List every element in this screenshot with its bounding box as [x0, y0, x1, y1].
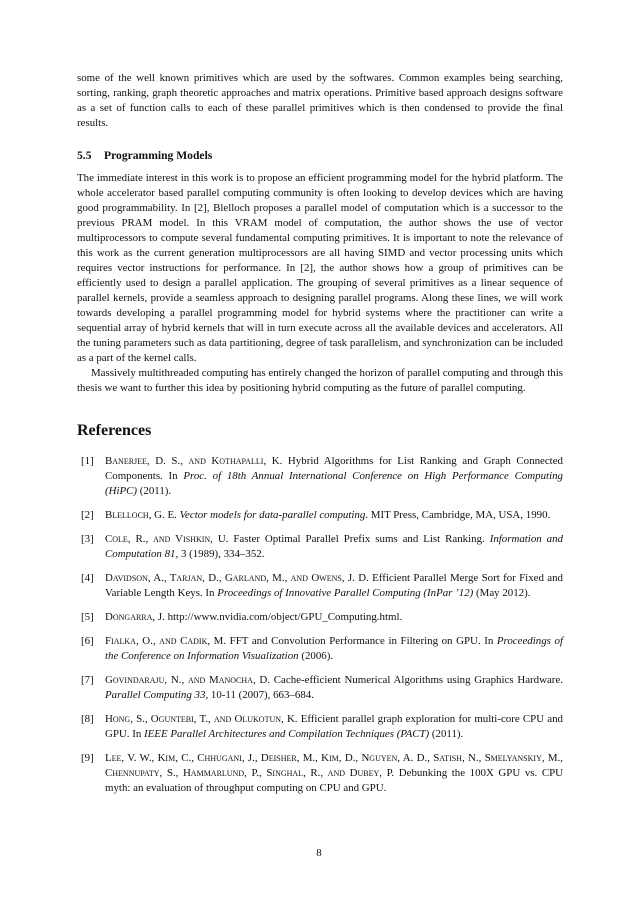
- reference-title: Debunking the 100X GPU vs. CPU myth: an evaluation of throughput computing on CPU and GPU.: [105, 767, 564, 794]
- page-number: 8: [316, 847, 322, 859]
- reference-details: , 10-11 (2007), 663–684.: [205, 689, 314, 701]
- reference-label: [1]: [81, 455, 94, 467]
- reference-title: Efficient Parallel Merge Sort for Fixed and Variable Length Keys. In: [105, 572, 563, 599]
- reference-item: [77, 751, 563, 796]
- reference-venue: Information and Computation 81: [105, 533, 563, 560]
- reference-authors: Lee, V. W., Kim, C., Chhugani, J., Deisher, M., Kim, D., Nguyen, A. D., Satish, N., Smelyanskiy, M., Chennupaty, S., Hammarlund, P., Singhal, R., and Dubey, P.: [105, 752, 563, 779]
- reference-authors: Govindaraju, N., and Manocha, D.: [105, 674, 271, 686]
- reference-label: [5]: [81, 611, 94, 623]
- intro-paragraph: some of the well known primitives which are used by the softwares. Common examples being searching, sorting, ranking, graph theoretic approaches and matrix operations. Primitive based approach designs software as a set of function calls to each of these parallel primitives which is then condensed to provide the final results.: [77, 72, 563, 129]
- reference-title: Hybrid Algorithms for List Ranking and Graph Connected Components. In: [105, 455, 563, 482]
- reference-label: [7]: [81, 674, 94, 686]
- reference-item: [77, 508, 563, 523]
- reference-item: [77, 673, 563, 703]
- reference-venue: Vector models for data-parallel computing: [179, 509, 366, 521]
- reference-item: [77, 712, 563, 742]
- reference-venue: Proc. of 18th Annual International Conference on High Performance Computing (HiPC): [105, 470, 563, 497]
- reference-title: Cache-efficient Numerical Algorithms using Graphics Hardware.: [270, 674, 563, 686]
- reference-list: [77, 454, 563, 796]
- reference-label: [9]: [81, 752, 94, 764]
- reference-authors: Dongarra, J.: [105, 611, 165, 623]
- section-title: Programming Models: [104, 149, 213, 162]
- reference-authors: Hong, S., Oguntebi, T., and Olukotun, K.: [105, 713, 298, 725]
- references-heading: References: [77, 422, 152, 439]
- reference-url[interactable]: http://www.nvidia.com/object/GPU_Computing.html.: [164, 611, 403, 623]
- reference-item: [77, 532, 563, 562]
- reference-details: (2011).: [137, 485, 172, 497]
- section-paragraph-1: The immediate interest in this work is to propose an efficient programming model for the hybrid platform. The whole accelerator based parallel computing community is often looking to develop devices which are having good programmability. In [2], Blelloch proposes a parallel model of computation which is a successor to the previous PRAM model. In this VRAM model of computation, the author shows the use of vector multiprocessors to compute several fundamental computing primitives. It is important to note the relevance of this work as the current generation multiprocessors are all having SIMD and vector processing units which requires vector instructions for performance. In [2], the author shows how a group of primitives can be efficiently used to design a parallel application. The grouping of several primitives as a linear sequence of parallel kernels, provide a seamless approach to designing parallel programs. Along these lines, we will work towards developing a parallel programming model for hybrid systems where the practitioner can write a sequential array of hybrid kernels that will in turn execute across all the available devices and accelerators. All the tuning parameters such as data partitioning, degree of task parallelism, and synchronization can be included as a part of the kernel calls.: [77, 172, 563, 364]
- reference-authors: Fialka, O., and Cadik, M.: [105, 635, 227, 647]
- reference-item: [77, 454, 563, 499]
- reference-title: Faster Optimal Parallel Prefix sums and List Ranking.: [228, 533, 490, 545]
- reference-authors: Banerjee, D. S., and Kothapalli, K.: [105, 455, 283, 467]
- reference-label: [4]: [81, 572, 94, 584]
- section-paragraph-2: Massively multithreaded computing has entirely changed the horizon of parallel computing and through this thesis we want to further this idea by positioning hybrid computing as the future of parallel computing.: [77, 367, 563, 394]
- reference-details: (2011).: [429, 728, 464, 740]
- reference-label: [6]: [81, 635, 94, 647]
- reference-venue: IEEE Parallel Architectures and Compilation Techniques (PACT): [144, 728, 430, 740]
- reference-venue: Parallel Computing 33: [105, 689, 206, 701]
- reference-label: [2]: [81, 509, 94, 521]
- reference-authors: Blelloch, G. E.: [105, 509, 177, 521]
- reference-authors: Cole, R., and Vishkin, U.: [105, 533, 229, 545]
- reference-label: [3]: [81, 533, 94, 545]
- reference-item: [77, 634, 563, 664]
- section-number: 5.5: [77, 149, 92, 162]
- reference-item: [77, 610, 563, 625]
- reference-authors: Davidson, A., Tarjan, D., Garland, M., and Owens, J. D.: [105, 572, 369, 584]
- reference-venue: Proceedings of Innovative Parallel Computing (InPar ’12): [217, 587, 474, 599]
- reference-label: [8]: [81, 713, 94, 725]
- section-heading: [77, 149, 563, 162]
- reference-details: (May 2012).: [473, 587, 531, 599]
- reference-details: (2006).: [298, 650, 334, 662]
- reference-item: [77, 571, 563, 601]
- reference-details: , 3 (1989), 334–352.: [175, 548, 265, 560]
- reference-title: Efficient parallel graph exploration for multi-core CPU and GPU. In: [105, 713, 563, 740]
- page-body: [77, 71, 563, 805]
- reference-title: FFT and Convolution Performance in Filtering on GPU. In: [226, 635, 497, 647]
- reference-details: . MIT Press, Cambridge, MA, USA, 1990.: [365, 509, 551, 521]
- reference-venue: Proceedings of the Conference on Information Visualization: [105, 635, 563, 662]
